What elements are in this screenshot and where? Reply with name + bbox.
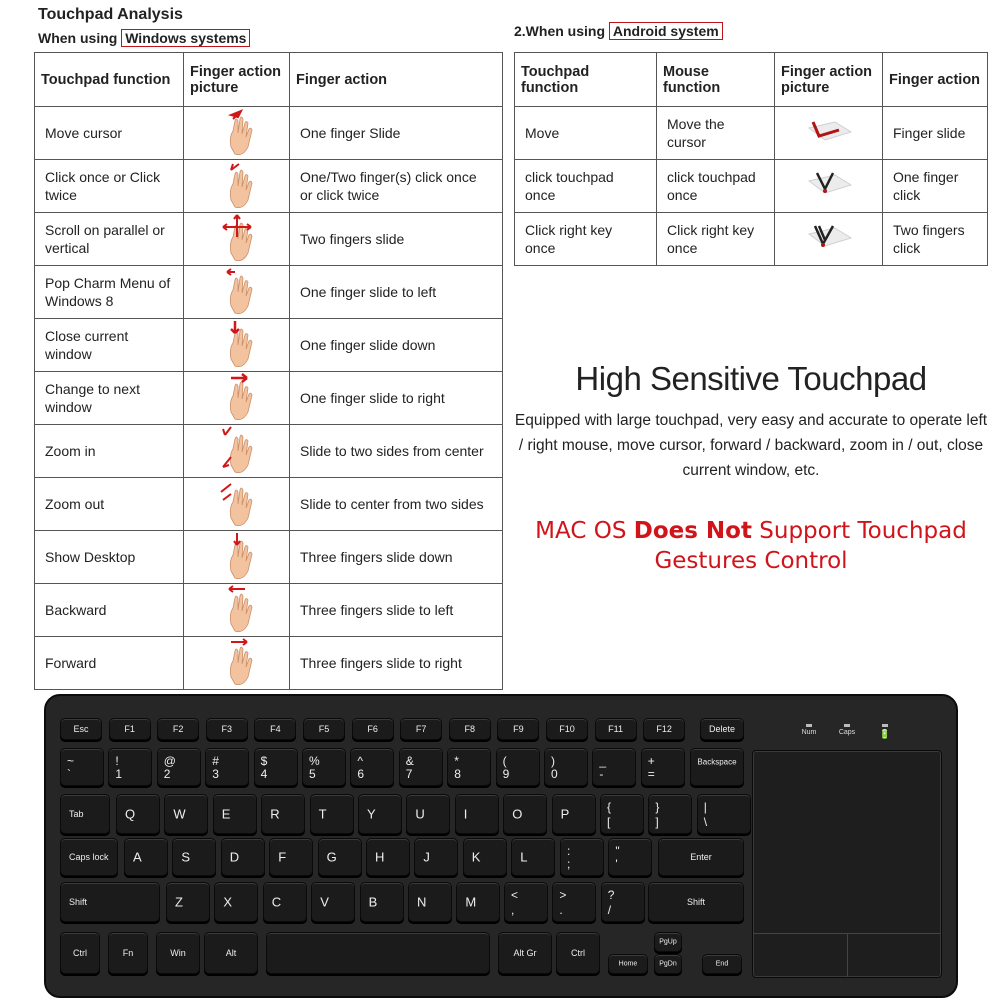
- android-subtitle-prefix: 2.When using: [514, 23, 609, 39]
- key-f8[interactable]: [449, 718, 491, 740]
- key-label: A: [133, 849, 142, 865]
- key-label: X: [223, 894, 233, 910]
- finger-picture: [184, 372, 290, 425]
- key-shift-label: (: [502, 754, 507, 768]
- key-s[interactable]: [172, 838, 216, 876]
- key-shift-label: %: [309, 754, 320, 768]
- key-label: K: [471, 849, 481, 865]
- key-label: 0: [551, 767, 558, 781]
- key-q[interactable]: [116, 794, 160, 834]
- key-label: [: [607, 815, 611, 829]
- key-h[interactable]: [366, 838, 410, 876]
- key-7[interactable]: [399, 748, 443, 786]
- key-2[interactable]: [157, 748, 201, 786]
- android-subtitle-boxed: Android system: [609, 22, 723, 40]
- key-symbol[interactable]: [60, 748, 104, 786]
- key-label: 7: [405, 767, 413, 781]
- mac-os-notice: [516, 516, 986, 576]
- key-f4[interactable]: [254, 718, 296, 740]
- windows-subtitle-boxed: Windows systems: [121, 29, 250, 47]
- key-symbol[interactable]: [592, 748, 636, 786]
- key-label: F12: [656, 724, 672, 734]
- key-label: F3: [221, 724, 233, 734]
- table-row: [35, 584, 503, 637]
- finger-picture: [184, 637, 290, 690]
- finger-action: Slide to two sides from center: [290, 425, 503, 478]
- num-indicator: [794, 724, 824, 736]
- mac-prefix: MAC OS: [535, 518, 634, 544]
- key-shift[interactable]: [60, 882, 160, 922]
- table-row: [35, 319, 503, 372]
- key-bracket-0[interactable]: [600, 794, 644, 834]
- key-v[interactable]: [311, 882, 355, 922]
- key-bracket-1[interactable]: [648, 794, 692, 834]
- key-label: ]: [655, 815, 659, 829]
- key-5[interactable]: [302, 748, 346, 786]
- key-r[interactable]: [261, 794, 305, 834]
- finger-action: Three fingers slide to left: [290, 584, 503, 637]
- key-label: 1: [115, 767, 123, 781]
- key-label: PgDn: [659, 960, 677, 968]
- promo-title: High Sensitive Touchpad: [575, 360, 927, 397]
- key-label: C: [271, 894, 282, 910]
- keyboard: [44, 694, 958, 998]
- key-label: `: [67, 767, 71, 781]
- key-shift-label: ^: [357, 754, 364, 768]
- key-shift-label: !: [115, 754, 119, 768]
- key-c[interactable]: [263, 882, 307, 922]
- key-j[interactable]: [414, 838, 458, 876]
- finger-picture: [184, 531, 290, 584]
- hand-scroll-icon: [217, 248, 257, 264]
- finger-slide-icon: [805, 135, 853, 151]
- hand-zoom-out-icon: [217, 513, 257, 529]
- key-shift-label: _: [599, 754, 607, 768]
- key-label: F9: [513, 724, 524, 734]
- windows-subtitle-prefix: When using: [38, 30, 122, 46]
- finger-picture: [184, 107, 290, 160]
- touchpad-function: Forward: [35, 637, 184, 690]
- key-y[interactable]: [358, 794, 402, 834]
- key-f9[interactable]: [497, 718, 539, 740]
- touchpad-function: Change to next window: [35, 372, 184, 425]
- key-label: W: [173, 806, 186, 822]
- key-label: Backspace: [697, 757, 737, 767]
- key-punct-0[interactable]: [560, 838, 604, 876]
- touchpad-function: Click right key once: [515, 213, 657, 266]
- finger-action: Two fingers slide: [290, 213, 503, 266]
- key-i[interactable]: [455, 794, 499, 834]
- table-row: [35, 478, 503, 531]
- key-label: F6: [367, 724, 378, 734]
- key-shift-label: ~: [67, 754, 75, 768]
- key-z[interactable]: [166, 882, 210, 922]
- key-label: F2: [172, 724, 184, 734]
- key-k[interactable]: [463, 838, 507, 876]
- header-mouse-function: Mouse function: [657, 53, 775, 107]
- key-label: \: [703, 815, 708, 829]
- key-label: G: [326, 849, 337, 865]
- finger-picture: [184, 319, 290, 372]
- table-row: [35, 107, 503, 160]
- key-u[interactable]: [406, 794, 450, 834]
- key-f1[interactable]: [109, 718, 151, 740]
- key-label: PgUp: [659, 938, 677, 946]
- windows-title: Touchpad Analysis: [38, 6, 183, 23]
- hand-slide-down-icon: [217, 354, 257, 370]
- finger-action: One finger click: [883, 160, 988, 213]
- key-backspace[interactable]: [690, 748, 744, 786]
- android-gesture-table: [514, 52, 988, 266]
- finger-picture: [775, 107, 883, 160]
- key-shift-label: >: [559, 888, 567, 902]
- mouse-function: Click right key once: [657, 213, 775, 266]
- key-shift-label: |: [703, 800, 707, 814]
- key-home[interactable]: [608, 954, 648, 974]
- key-f10[interactable]: [546, 718, 588, 740]
- table-row: [35, 160, 503, 213]
- promo-description: Equipped with large touchpad, very easy and accurate to operate left / right mouse, move cursor, forward / backward, zoom in / out, close current window, etc.: [514, 412, 988, 479]
- key-f2[interactable]: [157, 718, 199, 740]
- hand-zoom-in-icon: [217, 460, 257, 476]
- key-shift-label: &: [405, 754, 414, 768]
- key-label: P: [560, 806, 570, 822]
- finger-action: One finger Slide: [290, 107, 503, 160]
- key-shift-label: +: [647, 754, 655, 768]
- key-label: F1: [124, 724, 135, 734]
- finger-action: Three fingers slide down: [290, 531, 503, 584]
- key-shift-label: $: [260, 754, 268, 768]
- key-alt[interactable]: [204, 932, 258, 974]
- touchpad-function: Zoom out: [35, 478, 184, 531]
- android-subtitle: [514, 23, 723, 39]
- touchpad-function: Move cursor: [35, 107, 184, 160]
- key-label: Shift: [686, 897, 705, 907]
- key-label: F10: [559, 724, 575, 734]
- key-label: Y: [367, 806, 376, 822]
- finger-action: One finger slide down: [290, 319, 503, 372]
- key-shift-label: :: [567, 844, 571, 858]
- caps-indicator: [832, 724, 862, 736]
- key-shift-label: ): [551, 754, 555, 768]
- num-indicator-label: Num: [801, 729, 817, 736]
- key-p[interactable]: [552, 794, 596, 834]
- key-label: Z: [175, 894, 183, 910]
- key-label: N: [417, 894, 427, 910]
- key-punct-z-1[interactable]: [552, 882, 596, 922]
- key-label: O: [512, 806, 523, 822]
- finger-action: Finger slide: [883, 107, 988, 160]
- header-touchpad-function: Touchpad function: [35, 53, 184, 107]
- battery-icon: 🔋: [879, 729, 891, 739]
- key-f6[interactable]: [352, 718, 394, 740]
- key-label: T: [318, 806, 327, 822]
- key-label: 8: [454, 767, 461, 781]
- key-label: Tab: [69, 809, 84, 819]
- key-label: R: [270, 806, 280, 822]
- key-label: Fn: [122, 948, 134, 958]
- header-touchpad-function: Touchpad function: [515, 53, 657, 107]
- key-a[interactable]: [124, 838, 168, 876]
- key-label: Ctrl: [571, 948, 585, 958]
- finger-picture: [184, 266, 290, 319]
- table-row: [35, 425, 503, 478]
- key-ctrl[interactable]: [60, 932, 100, 974]
- table-row: [515, 107, 988, 160]
- key-label: J: [423, 849, 430, 865]
- key-label: Home: [618, 960, 638, 968]
- hand-click-icon: [217, 195, 257, 211]
- key-space[interactable]: [266, 932, 490, 974]
- key-label: 4: [260, 767, 268, 781]
- key-label: Enter: [690, 852, 712, 862]
- mouse-function: Move the cursor: [657, 107, 775, 160]
- key-f5[interactable]: [303, 718, 345, 740]
- touchpad-click-buttons[interactable]: [847, 933, 848, 977]
- key-label: Win: [170, 948, 186, 958]
- key-symbol[interactable]: [641, 748, 685, 786]
- touchpad-function: Close current window: [35, 319, 184, 372]
- key-delete[interactable]: [700, 718, 744, 740]
- key-label: Alt: [225, 948, 237, 958]
- finger-picture: [184, 584, 290, 637]
- key-shift-label: #: [212, 754, 219, 768]
- key-label: Delete: [708, 724, 735, 734]
- key-alt-gr[interactable]: [498, 932, 552, 974]
- key-shift-label: @: [163, 754, 176, 768]
- key-d[interactable]: [221, 838, 265, 876]
- key-label: 2: [163, 767, 171, 781]
- finger-action: Two fingers click: [883, 213, 988, 266]
- battery-indicator: [870, 724, 900, 740]
- key-4[interactable]: [254, 748, 298, 786]
- windows-subtitle: [38, 30, 250, 46]
- key-shift-label: }: [655, 800, 660, 814]
- one-finger-click-icon: [805, 188, 853, 204]
- key-label: F4: [270, 724, 281, 734]
- key-m[interactable]: [456, 882, 500, 922]
- mac-suffix: Support Touchpad Gestures Control: [654, 518, 967, 574]
- key-label: Ctrl: [73, 948, 87, 958]
- touchpad-function: Click once or Click twice: [35, 160, 184, 213]
- header-finger-action: Finger action: [883, 53, 988, 107]
- key-label: H: [375, 849, 385, 865]
- key-label: 6: [357, 767, 365, 781]
- finger-picture: [184, 478, 290, 531]
- key-w[interactable]: [164, 794, 208, 834]
- key-e[interactable]: [213, 794, 257, 834]
- hand-three-left-icon: [217, 619, 257, 635]
- key-x[interactable]: [214, 882, 258, 922]
- key-punct-1[interactable]: [608, 838, 652, 876]
- key-label: Alt Gr: [513, 948, 537, 958]
- key-t[interactable]: [310, 794, 354, 834]
- key-1[interactable]: [108, 748, 152, 786]
- key-label: F: [278, 849, 287, 865]
- finger-picture: [184, 160, 290, 213]
- key-label: Q: [125, 806, 136, 822]
- key-label: S: [181, 849, 191, 865]
- key-8[interactable]: [447, 748, 491, 786]
- table-row: [515, 213, 988, 266]
- mac-bold: Does Not: [633, 518, 752, 544]
- touchpad-function: Zoom in: [35, 425, 184, 478]
- key-bracket-2[interactable]: [697, 794, 751, 834]
- key-ctrl[interactable]: [556, 932, 600, 974]
- key-label: 3: [212, 767, 219, 781]
- hand-slide-left-icon: [217, 301, 257, 317]
- touchpad-function: Move: [515, 107, 657, 160]
- key-pgdn[interactable]: [654, 954, 682, 974]
- key-label: 9: [502, 767, 510, 781]
- caps-indicator-label: Caps: [838, 729, 856, 736]
- table-row: [35, 637, 503, 690]
- header-finger-picture: Finger action picture: [184, 53, 290, 107]
- key-shift-label: ?: [607, 888, 615, 902]
- table-row: [35, 531, 503, 584]
- key-shift-label: <: [511, 888, 519, 902]
- finger-action: Three fingers slide to right: [290, 637, 503, 690]
- key-f[interactable]: [269, 838, 313, 876]
- key-label: =: [647, 767, 655, 781]
- key-label: /: [607, 903, 612, 917]
- key-label: ': [615, 857, 618, 871]
- key-punct-z-0[interactable]: [504, 882, 548, 922]
- finger-action: Slide to center from two sides: [290, 478, 503, 531]
- key-9[interactable]: [496, 748, 540, 786]
- key-label: M: [465, 894, 477, 910]
- key-pgup[interactable]: [654, 932, 682, 952]
- table-row: [35, 213, 503, 266]
- key-label: .: [559, 903, 563, 917]
- key-o[interactable]: [503, 794, 547, 834]
- key-label: 5: [309, 767, 316, 781]
- finger-action: One/Two finger(s) click once or click twice: [290, 160, 503, 213]
- touchpad-function: Backward: [35, 584, 184, 637]
- key-win[interactable]: [156, 932, 200, 974]
- key-label: U: [415, 806, 425, 822]
- key-label: ;: [567, 857, 571, 871]
- key-label: E: [221, 806, 231, 822]
- key-label: F11: [608, 724, 624, 734]
- key-label: Shift: [69, 897, 88, 907]
- key-f3[interactable]: [206, 718, 248, 740]
- table-row: [35, 372, 503, 425]
- header-finger-action: Finger action: [290, 53, 503, 107]
- hand-one-finger-slide-icon: [217, 142, 257, 158]
- key-3[interactable]: [205, 748, 249, 786]
- key-label: End: [715, 960, 729, 968]
- key-f11[interactable]: [595, 718, 637, 740]
- key-f12[interactable]: [643, 718, 685, 740]
- windows-gesture-table: [34, 52, 503, 690]
- touchpad-function: Pop Charm Menu of Windows 8: [35, 266, 184, 319]
- key-n[interactable]: [408, 882, 452, 922]
- key-label: Esc: [73, 724, 89, 734]
- key-label: Caps lock: [69, 852, 109, 862]
- key-tab[interactable]: [60, 794, 110, 834]
- key-end[interactable]: [702, 954, 742, 974]
- finger-picture: [184, 425, 290, 478]
- key-6[interactable]: [350, 748, 394, 786]
- key-punct-z-2[interactable]: [601, 882, 645, 922]
- key-label: F7: [415, 724, 427, 734]
- hand-slide-right-icon: [217, 407, 257, 423]
- key-label: D: [229, 849, 240, 865]
- key-l[interactable]: [511, 838, 555, 876]
- key-g[interactable]: [318, 838, 362, 876]
- key-caps-lock[interactable]: [60, 838, 118, 876]
- table-row: [35, 266, 503, 319]
- key-label: F8: [464, 724, 476, 734]
- key-fn[interactable]: [108, 932, 148, 974]
- key-0[interactable]: [544, 748, 588, 786]
- finger-action: One finger slide to right: [290, 372, 503, 425]
- hand-three-down-icon: [217, 566, 257, 582]
- finger-picture: [775, 213, 883, 266]
- hand-three-right-icon: [217, 672, 257, 688]
- finger-picture: [184, 213, 290, 266]
- touchpad-function: Scroll on parallel or vertical: [35, 213, 184, 266]
- touchpad[interactable]: [752, 750, 942, 978]
- key-f7[interactable]: [400, 718, 442, 740]
- key-label: I: [463, 806, 468, 822]
- key-esc[interactable]: [60, 718, 102, 740]
- touchpad-function: Show Desktop: [35, 531, 184, 584]
- key-label: -: [599, 767, 604, 781]
- key-label: V: [320, 894, 329, 910]
- finger-picture: [775, 160, 883, 213]
- key-shift-right[interactable]: [648, 882, 744, 922]
- touchpad-function: click touchpad once: [515, 160, 657, 213]
- key-b[interactable]: [360, 882, 404, 922]
- key-enter[interactable]: [658, 838, 744, 876]
- mouse-function: click touchpad once: [657, 160, 775, 213]
- key-shift-label: *: [454, 754, 459, 768]
- two-finger-click-icon: [805, 241, 853, 257]
- key-label: B: [368, 894, 378, 910]
- key-label: F5: [318, 724, 330, 734]
- finger-action: One finger slide to left: [290, 266, 503, 319]
- key-shift-label: ": [615, 844, 620, 858]
- key-label: L: [520, 849, 528, 865]
- key-label: ,: [511, 903, 515, 917]
- table-row: [515, 160, 988, 213]
- key-shift-label: {: [607, 800, 612, 814]
- header-finger-picture: Finger action picture: [775, 53, 883, 107]
